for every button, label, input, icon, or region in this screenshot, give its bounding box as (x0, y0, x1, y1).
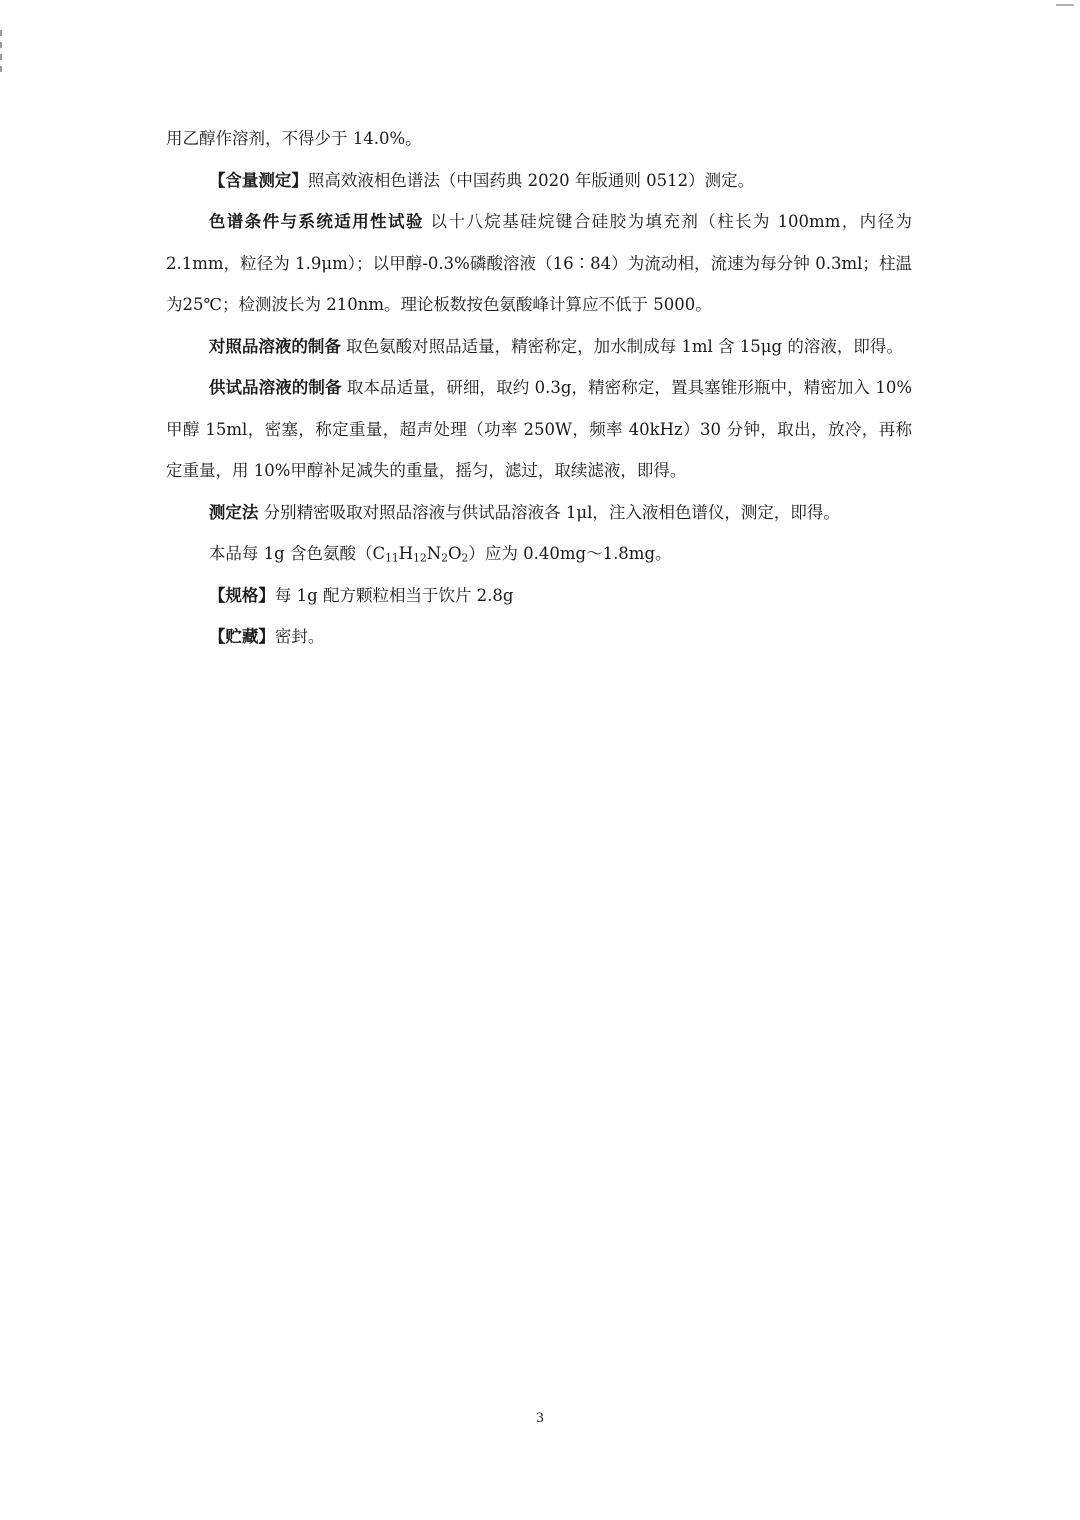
method-paragraph (166, 492, 912, 534)
storage-paragraph (166, 616, 912, 658)
formula-subscript-n: 2 (441, 551, 449, 565)
formula-n: N (426, 544, 442, 563)
specification-heading: 【规格】 (208, 585, 275, 605)
method-heading: 测定法 (208, 502, 259, 522)
document-body (166, 118, 912, 658)
reference-solution-heading: 对照品溶液的制备 (208, 336, 341, 356)
content-limit-suffix: ）应为 0.40mg～1.8mg。 (468, 544, 672, 563)
reference-solution-paragraph (166, 326, 912, 368)
formula-h: H (398, 544, 414, 563)
test-solution-text: 取本品适量，研细，取约 0.3g，精密称定，置具塞锥形瓶中，精密加入 10%甲醇 15ml，密塞，称定重量，超声处理（功率 250W，频率 40kHz）30 分钟，取出，放冷，再称定重量，用 10%甲醇补足减失的重量，摇匀，滤过，取续滤液，即得。 (166, 378, 913, 480)
formula-subscript-h: 12 (413, 551, 427, 565)
storage-heading: 【贮藏】 (208, 627, 275, 646)
test-solution-heading: 供试品溶液的制备 (208, 378, 342, 397)
specification-paragraph (166, 575, 912, 617)
formula-subscript-c: 11 (385, 551, 399, 565)
assay-text: 照高效液相色谱法（中国药典 2020 年版通则 0512）测定。 (307, 170, 755, 190)
formula-subscript-o: 2 (461, 551, 469, 565)
content-limit-paragraph (166, 533, 912, 575)
test-solution-paragraph (166, 367, 912, 492)
scan-mark (0, 30, 2, 76)
solvent-line: 用乙醇作溶剂，不得少于 14.0%。 (166, 129, 422, 148)
formula-o: O (448, 544, 462, 563)
chromatography-heading: 色谱条件与系统适用性试验 (208, 212, 424, 231)
reference-solution-text: 取色氨酸对照品适量，精密称定，加水制成每 1ml 含 15μg 的溶液，即得。 (340, 336, 903, 356)
method-text: 分别精密吸取对照品溶液与供试品溶液各 1μl，注入液相色谱仪，测定，即得。 (258, 502, 840, 522)
chromatography-text: 以十八烷基硅烷键合硅胶为填充剂（柱长为 100mm，内径为 2.1mm，粒径为 1.9μm）；以甲醇-0.3%磷酸溶液（16∶84）为流动相，流速为每分钟 0.3ml；柱温为25℃；检测波长为 210nm。理论板数按色氨酸峰计算应不低于 5000。 (166, 212, 913, 314)
page-number: 3 (536, 1410, 544, 1426)
scan-mark (1056, 4, 1074, 6)
content-limit-prefix: 本品每 1g 含色氨酸（C (208, 544, 386, 563)
assay-paragraph (166, 160, 912, 202)
storage-text: 密封。 (274, 627, 325, 646)
chromatography-paragraph (166, 201, 912, 326)
specification-text: 每 1g 配方颗粒相当于饮片 2.8g (274, 585, 514, 605)
assay-heading: 【含量测定】 (208, 170, 308, 190)
